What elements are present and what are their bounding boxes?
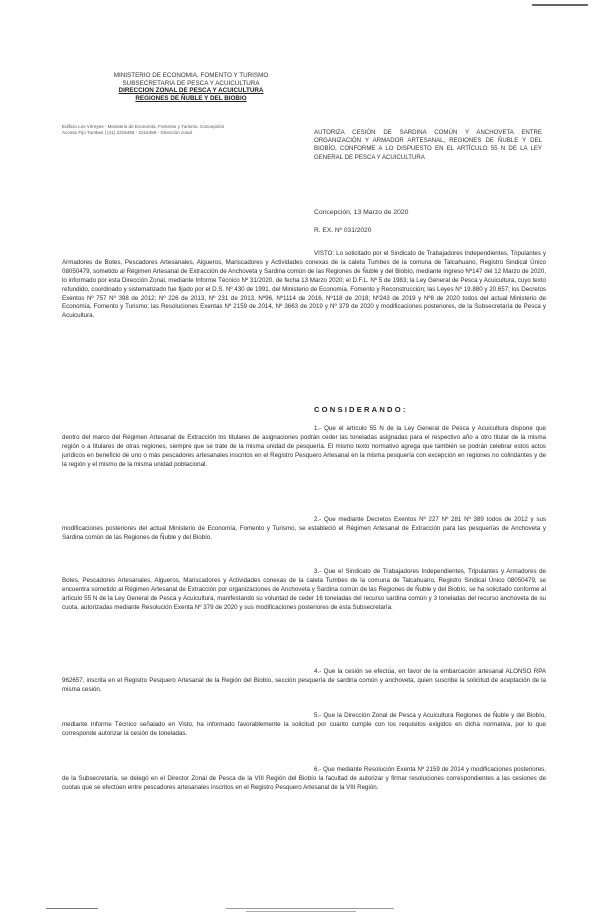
- regiones-line: REGIONES DE ÑUBLE Y DEL BIOBIO: [135, 94, 247, 102]
- subsecretaria-line: SUBSECRETARIA DE PESCA Y ACUICULTURA: [122, 79, 260, 87]
- resolution-title: AUTORIZA CESIÓN DE SARDINA COMÚN Y ANCHOVETA ENTRE ORGANIZACIÓN Y ARMADOR ARTESANAL, REGIONES DE ÑUBLE Y DEL BIOBÍO, CONFORME A LO DISPUESTO EN EL ARTÍCULO 55 N DE LA LEY GENERAL DE PESCA Y ACUICULTURA: [314, 129, 542, 161]
- address-block: [62, 124, 322, 136]
- ministry-line: MINISTERIO DE ECONOMIA, FOMENTO Y TURISMO: [113, 72, 269, 79]
- considerando-1: 1.- Que el artículo 55 N de la Ley General de Pesca y Acuicultura dispone que dentro del marco del Régimen Artesanal de Extracción los titulares de asignaciones podrán ceder las toneladas asignadas para el respectivo año a otro titular de la misma región o a titulares de otras regiones, siempre que se trate de la misma unidad de pesquería. El mismo texto normativo agrega que también se podrán celebrar estos actos jurídicos en beneficio de uno o más pescadores artesanales inscritos en el Registro Pesquero Artesanal en la misma pesquería con excepción en regiones no colindantes y de la región y el mismo de la misma unidad poblacional.: [62, 425, 546, 468]
- considerando-heading: CONSIDERANDO:: [314, 405, 408, 414]
- footer-left-rule: [46, 908, 98, 909]
- considerando-2: 2.- Que mediante Decretos Exentos Nº 227 Nº 281 Nº 389 todos de 2012 y sus modificaciones posteriores del actual Ministerio de Economía, Fomento y Turismo, se estableció el Régimen Artesanal de Extracción para las pesquerías de Anchoveta y Sardina común de las Regiones de Ñuble y del Biobío.: [62, 516, 546, 541]
- top-scan-mark: [532, 4, 588, 6]
- footer-center-rule: [226, 908, 394, 909]
- visto-paragraph: VISTO: Lo solicitado por el Sindicato de Trabajadores Independientes, Tripulantes y Armadores de Botes, Pescadores Artesanales, Algueros, Mariscadores y Actividades conexas de la caleta Tumbes de la comuna de Talcahuano, Registro Sindical Único 08050479, sometido al Régimen Artesanal de Extracción de Anchoveta y Sardina común de las Regiones de Ñuble y del Biobío, mediante ingreso Nº147 del 12 Marzo de 2020, lo informado por esta Dirección Zonal, mediante Informe Técnico Nº 31/2020, de fecha 13 Marzo 2020; el D.F.L. Nº 5 de 1983; la Ley General de Pesca y Acuicultura, cuyo texto refundido, coordinado y sistematizado fue fijado por el D.S. Nº 430 de 1991, del Ministerio de Economía, Fomento y Reconstrucción; las Leyes Nº 19.880 y 20.657; los Decretos Exentos Nº 757 Nº 398 de 2012; Nº 226 de 2013, Nº 231 de 2013, Nº96, Nº1114 de 2016, Nº118 de 2018; Nº243 de 2019 y Nº8 de 2020 todos del actual Ministerio de Economía, Fomento y Turismo; las Resoluciones Exentas Nº 2159 de 2014, Nº 3663 de 2019 y Nº 379 de 2020 y modificaciones posteriores, de la Subsecretaría de Pesca y Acuicultura.: [62, 250, 546, 320]
- considerando-3: 3.- Que el Sindicato de Trabajadores Independientes, Tripulantes y Armadores de Botes, Pescadores Artesanales, Algueros, Mariscadores y Actividades conexas de la caleta Tumbes de la comuna de Talcahuano, Registro Sindical Único 08050479, se encuentra sometido al Régimen Artesanal de Extracción por organizaciones de Anchoveta y Sardina común de las Regiones de Ñuble y del Biobío, se ha solicitado conforme al artículo 55 N de la Ley General de Pesca y Acuicultura, manifestando su voluntad de ceder 16 toneladas del recurso sardina común y 3 toneladas del recurso anchoveta de su cuota, autorizadas mediante Resolución Exenta Nº 379 de 2020 y sus modificaciones posteriores de esta Subsecretaría.: [62, 568, 546, 611]
- considerando-4: 4.- Que la cesión se efectúa, en favor de la embarcación artesanal ALONSO RPA 962657, inscrita en el Registro Pesquero Artesanal de la Región del Biobío, sección pesquería de sardina común y anchoveta, quien suscribe la solicitud de aceptación de la misma cesión.: [62, 668, 546, 693]
- footer-center-rule-2: [246, 911, 356, 912]
- letterhead: [86, 72, 296, 102]
- considerando-6: 6.- Que mediante Resolución Exenta Nº 2159 de 2014 y modificaciones posteriores, de la Subsecretaría, se delegó en el Director Zonal de Pesca de la VIII Región del Biobío la facultad de autorizar y firmar resoluciones correspondientes a las cesiones de cuotas que se efectúen entre pescadores artesanales inscritos en el Registro Pesquero Artesanal de la VIII Región.: [62, 766, 546, 791]
- document-date: Concepción, 13 Marzo de 2020: [314, 209, 409, 216]
- direccion-zonal-line: DIRECCION ZONAL DE PESCA Y ACUICULTURA: [118, 87, 264, 95]
- considerando-5: 5.- Que la Dirección Zonal de Pesca y Acuicultura Regiones de Ñuble y del Biobío, mediante Informe Técnico señalado en Visto, ha informado favorablemente la solicitud por cuanto cumple con los requisitos exigidos en dicha normativa, por lo que corresponde autorizar la cesión de toneladas.: [62, 712, 546, 737]
- resolution-number: R. EX. Nº 031/2020: [314, 227, 372, 234]
- address-line-2: Acceso Fijo Tumbes | (41) 2215456 - 2216459 - Dirección zonal: [62, 130, 192, 135]
- address-line-1: Edificio Los Virreyes - Ministerio de Economía, Fomento y Turismo, Concepción: [62, 124, 225, 129]
